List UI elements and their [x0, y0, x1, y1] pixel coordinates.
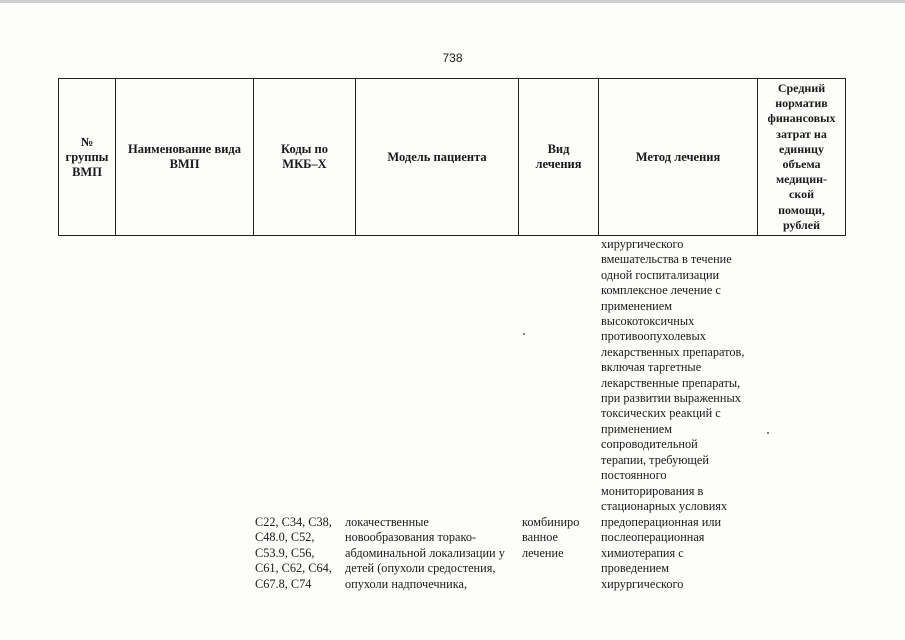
- page-number: 738: [442, 51, 463, 65]
- row-icd-codes: C22, C34, C38, C48.0, C52, C53.9, C56, C61, C62, C64, C67.8, C74: [255, 515, 332, 591]
- table-header: [58, 78, 846, 236]
- row-treatment-type: комбиниро ванное лечение: [522, 515, 580, 560]
- scan-speck: [523, 333, 525, 335]
- column-header-treatment-method: Метод лечения: [599, 79, 758, 236]
- scan-speck: [767, 432, 769, 434]
- column-header-icd-codes: Коды по МКБ–Х: [254, 79, 356, 236]
- column-header-group-no: № группы ВМП: [59, 79, 116, 236]
- column-header-patient-model: Модель пациента: [356, 79, 519, 236]
- column-header-avg-cost: Средний норматив финансовых затрат на единицу объема медицин- ской помощи, рублей: [758, 79, 846, 236]
- column-header-treatment-type: Вид лечения: [519, 79, 599, 236]
- row-treatment-method: предоперационная или послеоперационная химиотерапия с проведением хирургического: [601, 515, 722, 591]
- row-patient-model: локачественные новообразования торако- абдоминальной локализации у детей (опухоли средостения, опухоли надпочечника,: [345, 515, 505, 591]
- scan-top-edge: [0, 0, 905, 3]
- column-header-vmp-name: Наименование вида ВМП: [116, 79, 254, 236]
- continued-treatment-method: хирургического вмешательства в течение одной госпитализации комплексное лечение с применением высокотоксичных противоопухолевых лекарственных препаратов, включая таргетные лекарственные препараты, при развитии выраженных токсических реакций с применением сопроводительной терапии, требующей постоянного мониторирования в стационарных условиях: [601, 237, 745, 513]
